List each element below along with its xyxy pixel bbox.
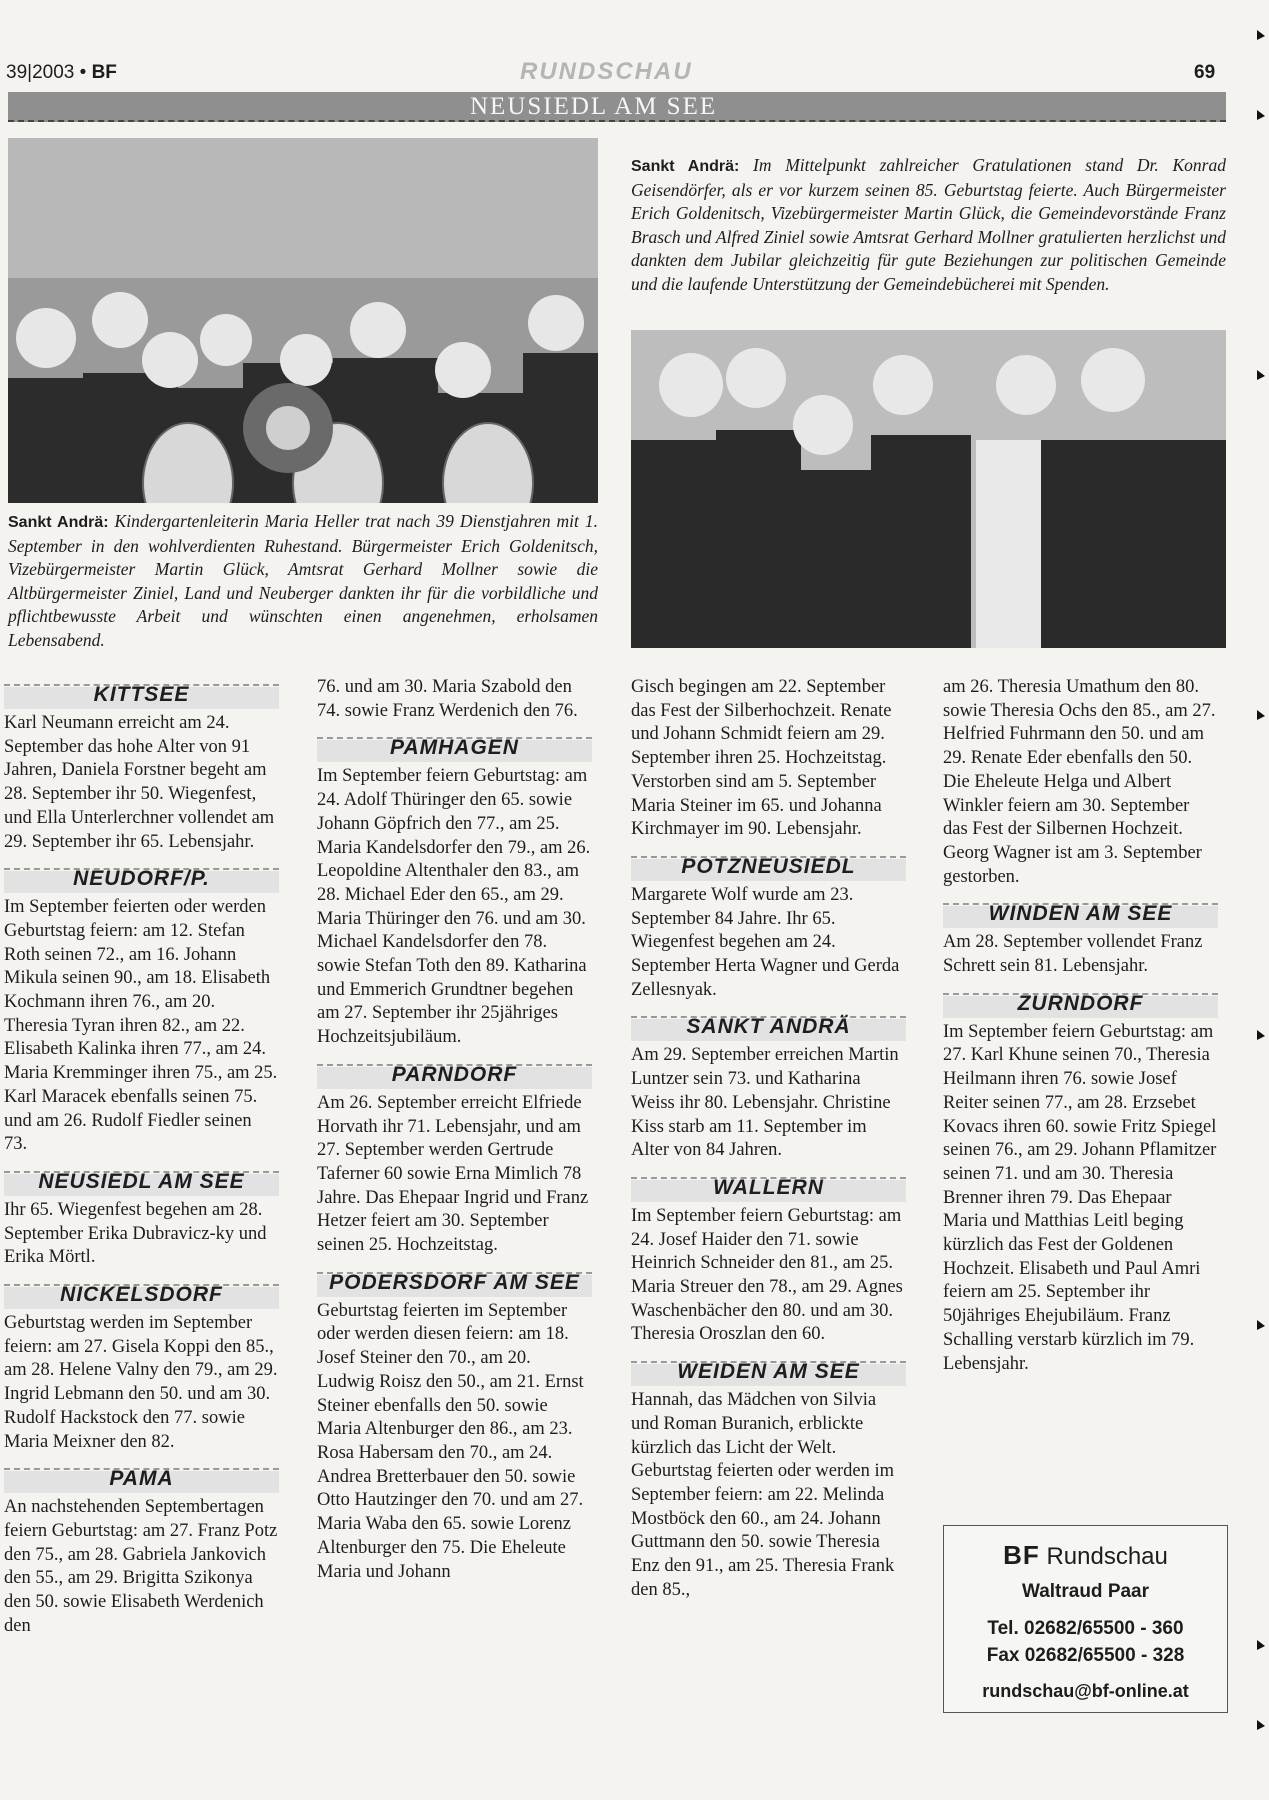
section-heading-label: POTZNEUSIEDL [681, 854, 856, 878]
section-heading [317, 729, 592, 763]
page-header [0, 58, 1230, 90]
caption-text: Kindergartenleiterin Maria Heller trat nach 39 Dienstjahren mit 1. September in den wohlverdienten Ruhestand. Bürgermeister Erich Goldenitsch, Vizebürgermeister Martin Glück, Amtsrat Gerhard Mollner sowie die Altbürgermeister Ziniel, Land und Neuberger dankten ihr für die vorbildliche und pflichtbewusste Arbeit und wünschten einen angenehmen, erholsamen Lebensabend. [8, 511, 598, 650]
section-heading-label: WINDEN AM SEE [988, 902, 1173, 926]
photo-caption-right [631, 154, 1226, 296]
contact-name: Waltraud Paar [1021, 1581, 1150, 1602]
section-heading-label: NEUDORF/P. [73, 867, 210, 891]
contact-email[interactable]: rundschau@bf-online.at [982, 1681, 1189, 1701]
section-heading-label: ZURNDORF [1017, 991, 1144, 1015]
section-text: Am 28. September vollendet Franz Schrett sein 81. Lebensjahr. [943, 932, 1203, 977]
banner-divider [8, 120, 1226, 122]
section-text: 76. und am 30. Maria Szabold den 74. sowie Franz Werdenich den 76. [317, 677, 578, 721]
section-heading [317, 1264, 592, 1298]
section-text: Am 26. September erreicht Elfriede Horvath ihr 71. Lebensjahr, und am 27. September werden Gertrude Taferner 60 sowie Erna Mimlich 78 Jahre. Das Ehepaar Ingrid und Franz Hetzer feiert am 30. September seinen 25. Hochzeitstag. [317, 1092, 589, 1256]
section-text: Im September feiern Geburtstag: am 24. Josef Haider den 71. sowie Heinrich Schneider den 81., am 25. Maria Streuer den 78., am 29. Agnes Waschenbächer den 80. und am 30. Theresia Oroszlan den 60. [631, 1205, 903, 1345]
section-heading [631, 848, 906, 882]
section-heading [943, 895, 1218, 929]
section-text: Geburtstag feierten im September oder werden diesen feiern: am 18. Josef Steiner den 70., am 20. Ludwig Roisz den 50., am 21. Ernst Steiner ebenfalls den 50. sowie Maria Altenburger den 86., am 23. Rosa Habersam den 70., am 24. Andrea Bretterbauer den 50. sowie Otto Hautzinger den 70. und am 27. Maria Waba den 65. sowie Lorenz Altenburger den 75. Die Eheleute Maria und Johann [317, 1300, 584, 1582]
section-text: Karl Neumann erreicht am 24. September das hohe Alter von 91 Jahren, Daniela Forstner begeht am 28. September ihr 50. Wiegenfest, und Ella Unterlerchner vollendet am 29. September ihr 65. Lebensjahr. [4, 713, 275, 852]
section-text: Im September feiern Geburtstag: am 27. Karl Khune seinen 70., Theresia Heilmann ihren 76. sowie Josef Reiter seinen 77., am 28. Erzsebet Kovacs ihren 60. sowie Fritz Spiegel seinen 76., am 29. Johann Pflamitzer seinen 71. und am 30. Theresia Brenner ihren 79. Das Ehepaar Maria und Matthias Leitl beging kürzlich das Fest der Goldenen Hochzeit. Elisabeth und Paul Amri feiern am 25. September ihr 50jähriges Ehejubiläum. Franz Schalling verstarb kürzlich im 79. Lebensjahr. [943, 1021, 1217, 1374]
contact-phone: Tel. 02682/65500 - 360 [987, 1618, 1184, 1639]
scan-edge-marks [1249, 0, 1269, 1800]
section-heading-label: WALLERN [713, 1175, 824, 1199]
photo-group-left-image [8, 138, 598, 503]
section-heading [943, 985, 1218, 1019]
section-text: am 26. Theresia Umathum den 80. sowie Theresia Ochs den 85., am 27. Helfried Fuhrmann den 50. und am 29. Renate Eder ebenfalls den 50. Die Eheleute Helga und Albert Winkler feiern am 30. September das Fest der Silbernen Hochzeit. Georg Wagner ist am 3. September gestorben. [943, 677, 1216, 887]
publication-name: BF [91, 62, 117, 83]
page-number: 69 [1194, 62, 1216, 83]
section-heading-label: PAMA [109, 1467, 174, 1491]
section-text: Gisch begingen am 22. September das Fest der Silberhochzeit. Renate und Johann Schmidt feiern am 29. September ihren 25. Hochzeitstag. Verstorben sind am 5. September Maria Steiner im 65. und Johanna Kirchmayer im 90. Lebensjahr. [631, 677, 892, 840]
section-heading-label: PAMHAGEN [390, 736, 519, 760]
section-heading-label: KITTSEE [93, 683, 190, 706]
section-heading-label: WEIDEN AM SEE [677, 1360, 860, 1384]
section-text: Ihr 65. Wiegenfest begehen am 28. September Erika Dubravicz-ky und Erika Mörtl. [4, 1199, 267, 1268]
section-heading-label: PODERSDORF AM SEE [329, 1270, 580, 1294]
section-heading [4, 860, 279, 894]
section-text: Hannah, das Mädchen von Silvia und Roman Buranich, erblickte kürzlich das Licht der Welt. Geburtstag feierten oder werden im September feiern: am 22. Melinda Mostböck den 60., am 24. Johann Guttmann den 50. sowie Theresia Enz den 91., am 25. Theresia Frank den 85., [631, 1390, 895, 1600]
caption-text: Im Mittelpunkt zahlreicher Gratulationen stand Dr. Konrad Geisendörfer, als er vor kurzem seinen 85. Geburtstag feierte. Auch Bürgermeister Erich Goldenitsch, Vizebürgermeister Martin Glück, die Gemeindevorstände Franz Brasch und Alfred Ziniel sowie Amtsrat Gerhard Mollner gratulierten herzlichst und dankten dem Jubilar gleichzeitig für gute Beziehungen zur politischen Gemeinde und die laufende Unterstützung der Gemeindebücherei mit Spenden. [631, 155, 1226, 294]
bullet: • [79, 62, 92, 83]
caption-lead: Sankt Andrä: [631, 158, 740, 175]
section-heading [317, 1056, 592, 1090]
section-text: Im September feiern Geburtstag: am 24. Adolf Thüringer den 65. sowie Johann Göpfrich den 77., am 25. Maria Kandelsdorfer den 79., am 26. Leopoldine Altenthaler den 83., am 28. Michael Eder den 65., am 29. Maria Thüringer den 76. und am 30. Michael Kandelsdorfer den 78. sowie Stefan Toth den 89. Katharina und Emmerich Grundtner begehen am 27. September ihr 25jähriges Hochzeitsjubiläum. [317, 766, 591, 1048]
section-heading [631, 1008, 906, 1042]
contact-brand [944, 1540, 1227, 1571]
brand-name: Rundschau [1039, 1543, 1168, 1570]
section-heading [631, 1169, 906, 1203]
section-text: Geburtstag werden im September feiern: am 27. Gisela Koppi den 85., am 28. Helene Valny den 79., am 29. Ingrid Lebmann den 50. und am 30. Rudolf Hackstock den 77. sowie Maria Meixner den 82. [4, 1313, 278, 1452]
section-heading [4, 1276, 279, 1310]
text-column-3 [631, 676, 906, 1603]
section-text: Am 29. September erreichen Martin Luntzer sein 73. und Katharina Weiss ihr 80. Lebensjahr. Christine Kiss starb am 11. September im Alter von 84 Jahren. [631, 1045, 899, 1161]
photo-group-right [631, 330, 1226, 648]
section-heading-label: NICKELSDORF [60, 1283, 223, 1307]
section-title: RUNDSCHAU [520, 58, 693, 85]
photo-caption-left [8, 510, 598, 652]
contact-fax: Fax 02682/65500 - 328 [986, 1645, 1185, 1666]
contact-box [943, 1525, 1228, 1713]
text-column-4 [943, 676, 1218, 1376]
section-heading [631, 1353, 906, 1387]
section-heading [4, 1163, 279, 1197]
section-text: An nachstehenden Septembertagen feiern Geburtstag: am 27. Franz Potz den 75., am 28. Gabriela Jankovich den 55., am 29. Brigitta Szikonya den 50. sowie Elisabeth Werdenich den [4, 1497, 278, 1636]
section-text: Margarete Wolf wurde am 23. September 84 Jahre. Ihr 65. Wiegenfest begehen am 24. September Herta Wagner und Gerda Zellesnyak. [631, 884, 900, 1000]
issue-number [6, 62, 117, 84]
caption-lead: Sankt Andrä: [8, 514, 109, 531]
text-column-1 [4, 676, 279, 1639]
section-heading-label: PARNDORF [391, 1062, 518, 1086]
brand-logo: BF [1003, 1540, 1040, 1570]
section-heading [4, 1460, 279, 1494]
section-text: Im September feierten oder werden Geburtstag feiern: am 12. Stefan Roth seinen 72., am 16. Johann Mikula seinen 90., am 18. Elisabeth Kochmann ihren 76., am 20. Theresia Tyran ihren 82., am 22. Elisabeth Kalinka ihren 77., am 24. Maria Kremminger ihren 75., am 25. Karl Maracek ebenfalls seinen 75. und am 26. Rudolf Fiedler seinen 73. [4, 897, 278, 1155]
region-title: NEUSIEDL AM SEE [470, 93, 718, 120]
section-heading [4, 676, 279, 710]
text-column-2 [317, 676, 592, 1584]
photo-group-left [8, 138, 598, 503]
section-heading-label: SANKT ANDRÄ [686, 1015, 851, 1039]
photo-group-right-image [631, 330, 1226, 648]
section-heading-label: NEUSIEDL AM SEE [38, 1169, 245, 1193]
issue-label: 39|2003 [6, 62, 75, 83]
